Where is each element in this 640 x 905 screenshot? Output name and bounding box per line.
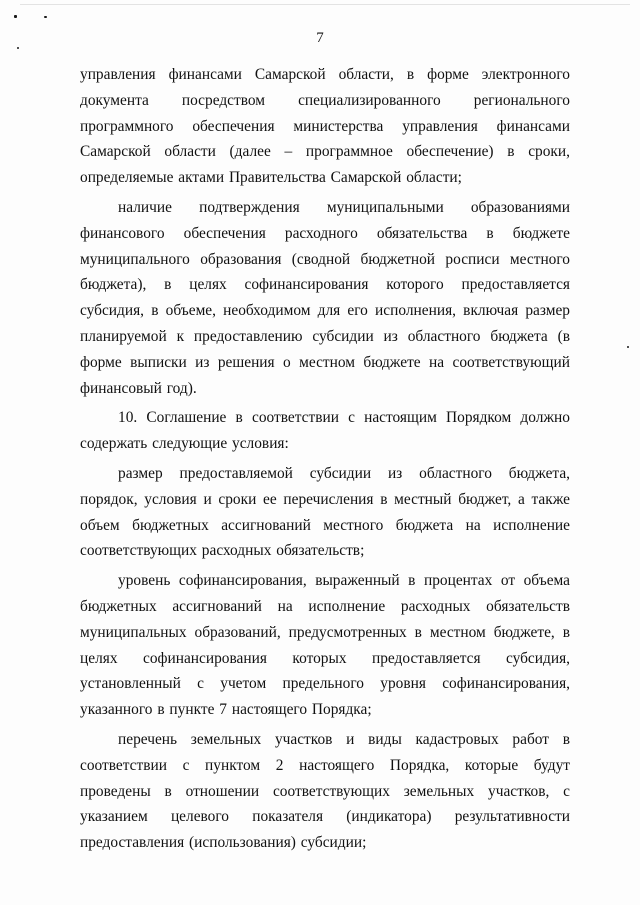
scan-speck-mark [44,16,47,18]
document-text-body [80,62,570,856]
paragraph-land-plots-list: перечень земельных участков и виды кадастровых работ в соответствии с пунктом 2 настоящего Порядка, которые будут проведены в отношении соответствующих земельных участков, с указанием целевого показателя (индикатора) результативности предоставления (использования) субсидии; [80,730,570,852]
scan-speck-mark [14,15,17,18]
paragraph-item-10: 10. Соглашение в соответствии с настоящим Порядком должно содержать следующие условия: [80,409,570,453]
paragraph-continuation: управления финансами Самарской области, в форме электронного документа посредством специализированного регионального программного обеспечения министерства управления финансами Самарской области (далее – программное обеспечение) в сроки, определяемые актами Правительства Самарской области; [80,66,570,187]
paragraph-cofinancing-level: уровень софинансирования, выраженный в процентах от объема бюджетных ассигнований на исполнение расходных обязательств муниципальных образований, предусмотренных в местном бюджете, в целях софинансирования которых предоставляется субсидия, установленный с учетом предельного уровня софинансирования, указанного в пункте 7 настоящего Порядка; [80,572,570,719]
page-number: 7 [316,30,324,46]
paragraph-subsidy-size: размер предоставляемой субсидии из областного бюджета, порядок, условия и сроки ее перечисления в местный бюджет, а также объем бюджетных ассигнований местного бюджета на исполнение соответствующих расходных обязательств; [80,464,570,560]
paragraph-confirmation-condition: наличие подтверждения муниципальными образованиями финансового обеспечения расходного обязательства в бюджете муниципального образования (сводной бюджетной росписи местного бюджета), в целях софинансирования которого предоставляется субсидия, в объеме, необходимом для его исполнения, включая размер планируемой к предоставлению субсидии из областного бюджета (в форме выписки из решения о местном бюджете на соответствующий финансовый год). [80,198,570,397]
scan-edge-line [20,4,630,5]
scan-speck-mark [627,346,629,348]
scan-speck-mark [17,47,19,49]
